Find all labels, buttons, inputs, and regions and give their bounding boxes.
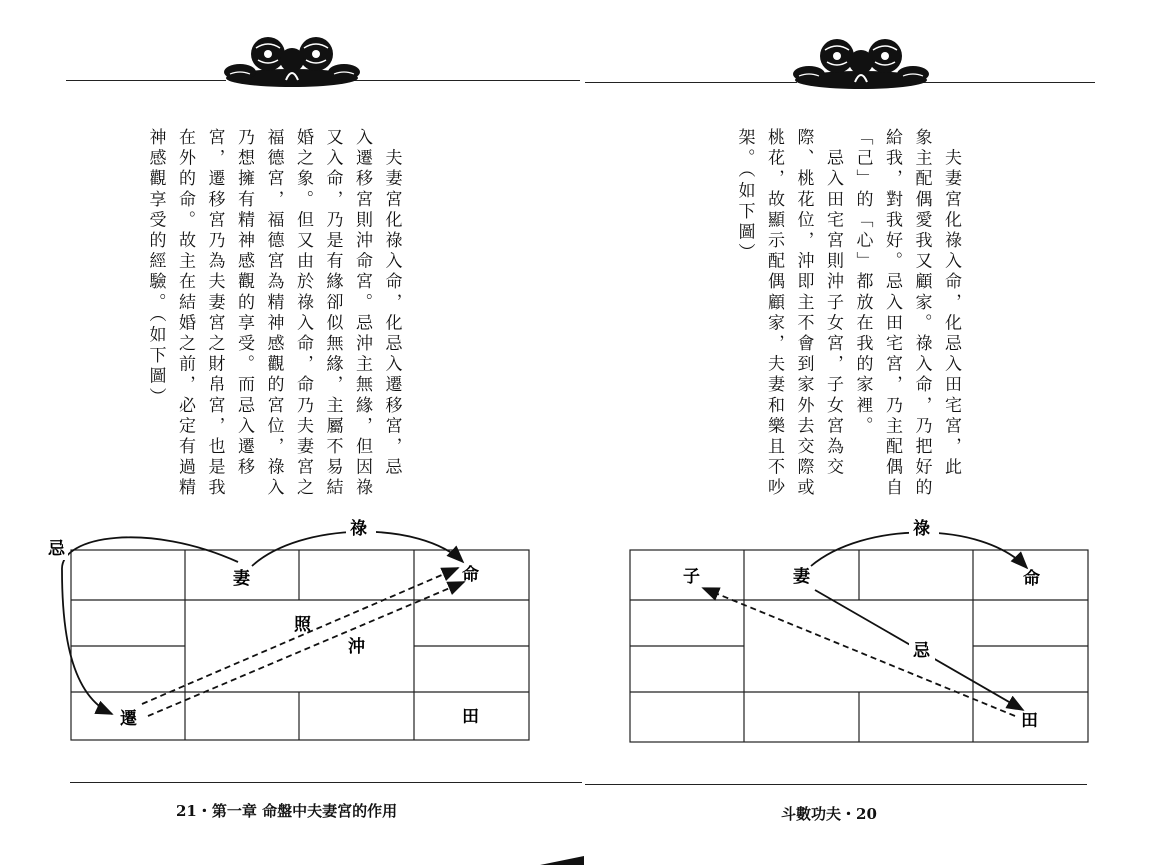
right-page-footer: 斗數功夫・20 xyxy=(781,805,877,823)
label-tian-right: 田 xyxy=(1021,711,1038,731)
chong-dashed-arrow xyxy=(148,582,464,716)
peony-ornament-icon-right xyxy=(791,32,931,90)
left-footer-rule xyxy=(70,782,582,783)
label-lu-right: 祿 xyxy=(913,519,930,539)
left-palace-diagram xyxy=(0,510,583,764)
left-header-rule-right xyxy=(350,80,580,81)
label-qi: 妻 xyxy=(233,569,250,589)
label-zi: 子 xyxy=(683,567,700,587)
left-header-rule xyxy=(66,80,226,81)
label-ming-right: 命 xyxy=(1023,569,1040,589)
left-body-text: 夫妻宮化祿入命，化忌入遷移宮，忌 入遷移宮則沖命宮。忌沖主無緣，但因祿 又入命，乃是有緣卻似無緣，主屬不易結 婚之象。但又由於祿入命，命乃夫妻宮之 福德宮，福德宮為精神感觀的宮位，祿入 乃想擁有精神感觀的享受。而忌入遷移 宮，遷移宮乃為夫妻宮之財帛宮，也是我 在外的命。故主在結婚之前，必定有過精 神感觀享受的經驗。（如下圖） xyxy=(145,128,402,499)
label-ji-right: 忌 xyxy=(913,641,930,661)
left-page-footer: 21・第一章 命盤中夫妻宮的作用 xyxy=(176,802,398,820)
label-chong: 沖 xyxy=(348,637,365,657)
label-zhao: 照 xyxy=(294,615,311,635)
right-palace-diagram xyxy=(583,510,1165,764)
label-tian: 田 xyxy=(462,707,479,727)
label-ming: 命 xyxy=(462,565,479,585)
right-header-rule xyxy=(585,82,797,83)
peony-ornament-icon xyxy=(222,30,362,88)
right-page xyxy=(583,0,1165,865)
ji-arrow xyxy=(62,537,238,714)
label-qian: 遷 xyxy=(120,709,137,729)
right-header-rule-right xyxy=(923,82,1095,83)
zhao-dashed-arrow xyxy=(142,568,458,704)
right-footer-rule xyxy=(585,784,1087,785)
label-qi-right: 妻 xyxy=(793,567,810,587)
palace-grid-outer xyxy=(71,550,529,740)
label-ji: 忌 xyxy=(48,539,65,559)
label-lu: 祿 xyxy=(350,519,367,539)
right-body-text: 夫妻宮化祿入命，化忌入田宅宮，此 象主配偶愛我又顧家。祿入命，乃把好的 給我，對我好。忌入田宅宮，乃主配偶自 「己」的「心」都放在我的家裡。 忌入田宅宮則沖子女宮，子女宮為交 際、桃花位，沖即主不會到家外去交際或 桃花，故顯示配偶顧家，夫妻和樂且不吵 架。（如下圖） xyxy=(734,128,961,499)
page-binding-shadow xyxy=(540,852,584,865)
